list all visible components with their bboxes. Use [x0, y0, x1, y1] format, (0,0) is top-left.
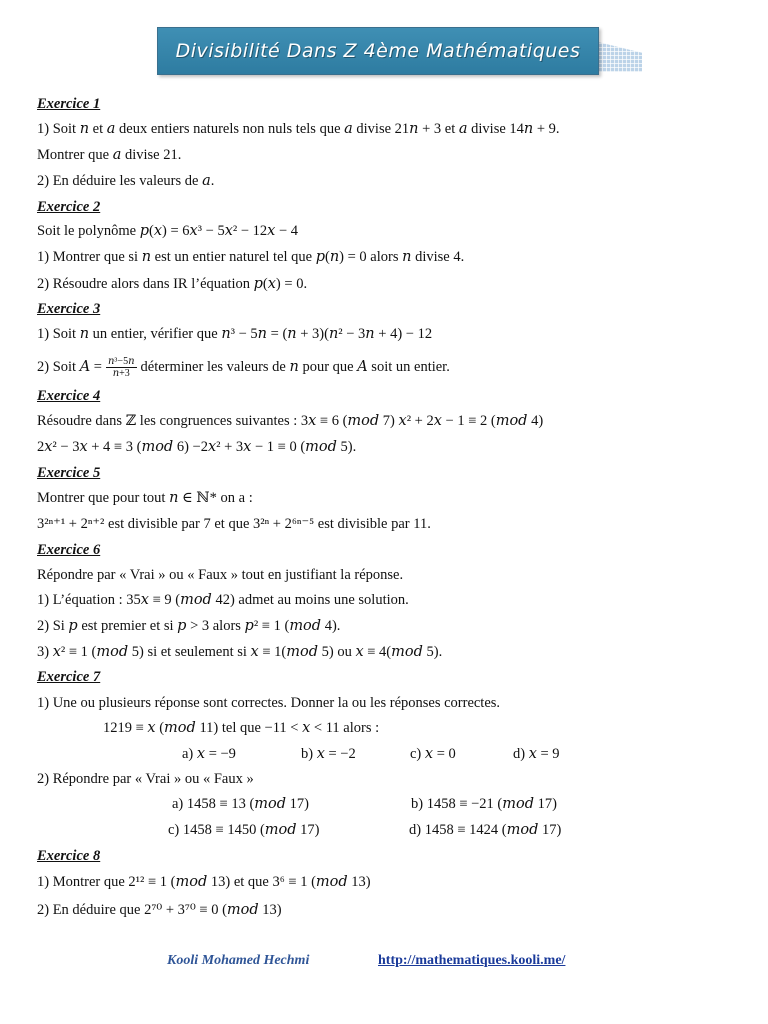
- exercise-line: 2) Si 𝑝 est premier et si 𝑝 > 3 alors 𝑝² ≡ 1 (𝑚𝑜𝑑 4).: [37, 618, 341, 634]
- exercise-line: c) 𝑥 = 0: [410, 746, 456, 762]
- exercise-line: Soit le polynôme 𝑝(𝑥) = 6𝑥³ − 5𝑥² − 12𝑥 − 4: [37, 223, 299, 239]
- exercise-heading: Exercice 4: [37, 388, 101, 404]
- ex3-q2-prefix: 2) Soit 𝐴 =: [37, 358, 102, 375]
- ex3-q2-suffix: déterminer les valeurs de 𝑛 pour que 𝐴 soit un entier.: [140, 358, 450, 375]
- fraction-numerator: 𝑛³−5𝑛: [107, 356, 135, 367]
- exercise-line: c) 1458 ≡ 1450 (𝑚𝑜𝑑 17): [168, 822, 320, 838]
- exercise-line: Résoudre dans ℤ les congruences suivantes : 3𝑥 ≡ 6 (𝑚𝑜𝑑 7) 𝑥² + 2𝑥 − 1 ≡ 2 (𝑚𝑜𝑑 4): [37, 413, 544, 429]
- exercise-line: 1) Une ou plusieurs réponse sont correctes. Donner la ou les réponses correctes.: [37, 695, 501, 711]
- exercise-line: a) 1458 ≡ 13 (𝑚𝑜𝑑 17): [172, 796, 309, 812]
- footer-link[interactable]: http://mathematiques.kooli.me/: [378, 953, 566, 968]
- ex3-question-2: [37, 356, 450, 379]
- exercise-line: 2) Répondre par « Vrai » ou « Faux »: [37, 771, 254, 787]
- fraction-denominator: 𝑛+3: [112, 368, 130, 379]
- exercise-line: d) 1458 ≡ 1424 (𝑚𝑜𝑑 17): [409, 822, 562, 838]
- exercise-line: 1) L’équation : 35𝑥 ≡ 9 (𝑚𝑜𝑑 42) admet au moins une solution.: [37, 592, 409, 608]
- exercise-line: 2) En déduire que 2⁷⁰ + 3⁷⁰ ≡ 0 (𝑚𝑜𝑑 13): [37, 902, 282, 918]
- exercise-line: 1) Soit 𝑛 et 𝑎 deux entiers naturels non nuls tels que 𝑎 divise 21𝑛 + 3 et 𝑎 divise 14𝑛 + 9.: [37, 121, 560, 137]
- exercise-heading: Exercice 3: [37, 301, 101, 317]
- exercise-line: Montrer que pour tout 𝑛 ∈ ℕ* on a :: [37, 490, 253, 506]
- exercise-heading: Exercice 2: [37, 199, 101, 215]
- footer-author: Kooli Mohamed Hechmi: [167, 953, 310, 968]
- exercise-line: 1) Montrer que 2¹² ≡ 1 (𝑚𝑜𝑑 13) et que 3⁶ ≡ 1 (𝑚𝑜𝑑 13): [37, 874, 371, 890]
- exercise-line: b) 𝑥 = −2: [301, 746, 356, 762]
- exercise-line: 2) En déduire les valeurs de 𝑎.: [37, 173, 215, 189]
- exercise-line: d) 𝑥 = 9: [513, 746, 560, 762]
- exercise-heading: Exercice 6: [37, 542, 101, 558]
- exercise-line: 1) Montrer que si 𝑛 est un entier naturel tel que 𝑝(𝑛) = 0 alors 𝑛 divise 4.: [37, 249, 465, 265]
- page-title: Divisibilité Dans Z 4ème Mathématiques: [175, 40, 581, 62]
- exercise-line: Répondre par « Vrai » ou « Faux » tout en justifiant la réponse.: [37, 567, 404, 583]
- exercise-line: a) 𝑥 = −9: [182, 746, 236, 762]
- exercise-line: b) 1458 ≡ −21 (𝑚𝑜𝑑 17): [411, 796, 557, 812]
- exercise-heading: Exercice 5: [37, 465, 101, 481]
- exercise-heading: Exercice 8: [37, 848, 101, 864]
- exercise-line: 3) 𝑥² ≡ 1 (𝑚𝑜𝑑 5) si et seulement si 𝑥 ≡ 1(𝑚𝑜𝑑 5) ou 𝑥 ≡ 4(𝑚𝑜𝑑 5).: [37, 644, 443, 660]
- title-banner: [157, 27, 599, 75]
- exercise-heading: Exercice 7: [37, 669, 101, 685]
- exercise-line: 2) Résoudre alors dans IR l’équation 𝑝(𝑥) = 0.: [37, 276, 308, 292]
- exercise-line: 2𝑥² − 3𝑥 + 4 ≡ 3 (𝑚𝑜𝑑 6) −2𝑥² + 3𝑥 − 1 ≡ 0 (𝑚𝑜𝑑 5).: [37, 439, 357, 455]
- fraction: [106, 356, 137, 379]
- exercise-line: Montrer que 𝑎 divise 21.: [37, 147, 182, 163]
- exercise-line: 1219 ≡ 𝑥 (𝑚𝑜𝑑 11) tel que −11 < 𝑥 < 11 alors :: [103, 720, 380, 736]
- exercise-line: 1) Soit 𝑛 un entier, vérifier que 𝑛³ − 5𝑛 = (𝑛 + 3)(𝑛² − 3𝑛 + 4) − 12: [37, 326, 433, 342]
- exercise-line: 3²ⁿ⁺¹ + 2ⁿ⁺² est divisible par 7 et que 3²ⁿ + 2⁶ⁿ⁻⁵ est divisible par 11.: [37, 516, 431, 532]
- exercise-heading: Exercice 1: [37, 96, 101, 112]
